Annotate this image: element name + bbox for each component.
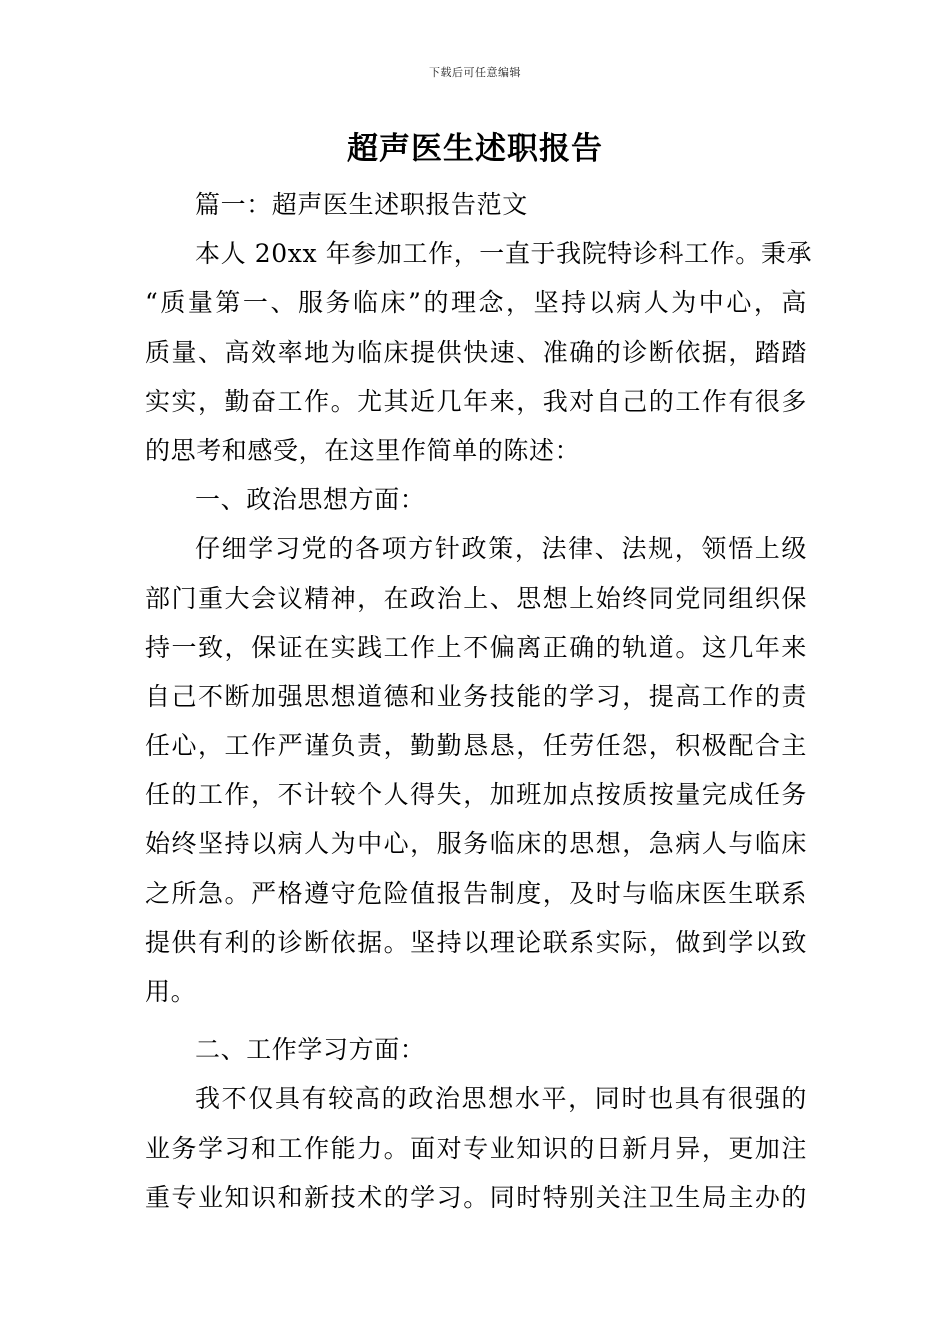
paragraph-line: 自己不断加强思想道德和业务技能的学习，提高工作的责 <box>145 681 807 711</box>
paragraph-line: 用。 <box>145 977 197 1006</box>
paragraph-line: 任的工作，不计较个人得失，加班加点按质按量完成任务 <box>145 780 807 810</box>
paragraph-line: 本人 20xx 年参加工作，一直于我院特诊科工作。秉承 <box>195 239 813 269</box>
paragraph-line: 提供有利的诊断依据。坚持以理论联系实际，做到学以致 <box>145 927 807 957</box>
document-body <box>145 180 813 1222</box>
paragraph-line: “质量第一、服务临床”的理念，坚持以病人为中心，高 <box>145 288 807 318</box>
paragraph-gap <box>145 1016 807 1025</box>
paragraph-line: 任心，工作严谨负责，勤勤恳恳，任劳任怨，积极配合主 <box>145 731 807 761</box>
paragraph-line: 重专业知识和新技术的学习。同时特别关注卫生局主办的 <box>145 1182 807 1212</box>
section-heading-political: 一、政治思想方面： <box>195 485 426 515</box>
paragraph-line: 的思考和感受，在这里作简单的陈述： <box>145 435 581 465</box>
paragraph-line: 持一致，保证在实践工作上不偏离正确的轨道。这几年来 <box>145 632 807 662</box>
paragraph-line: 实实，勤奋工作。尤其近几年来，我对自己的工作有很多 <box>145 386 807 416</box>
section-heading-article-one: 篇一：超声医生述职报告范文 <box>195 190 528 219</box>
paragraph-line: 部门重大会议精神，在政治上、思想上始终同党同组织保 <box>145 583 807 613</box>
paragraph-line: 仔细学习党的各项方针政策，法律、法规，领悟上级 <box>195 534 807 564</box>
paragraph-line: 始终坚持以病人为中心，服务临床的思想，急病人与临床 <box>145 829 807 859</box>
paragraph-line: 之所急。严格遵守危险值报告制度，及时与临床医生联系 <box>145 878 807 908</box>
document-title: 超声医生述职报告 <box>347 131 603 167</box>
paragraph-line: 质量、高效率地为临床提供快速、准确的诊断依据，踏踏 <box>145 337 807 367</box>
paragraph-line: 业务学习和工作能力。面对专业知识的日新月异，更加注 <box>145 1133 807 1163</box>
paragraph-line: 我不仅具有较高的政治思想水平，同时也具有很强的 <box>195 1084 807 1114</box>
header-note: 下载后可任意编辑 <box>429 66 521 79</box>
section-heading-work-study: 二、工作学习方面： <box>195 1035 426 1065</box>
